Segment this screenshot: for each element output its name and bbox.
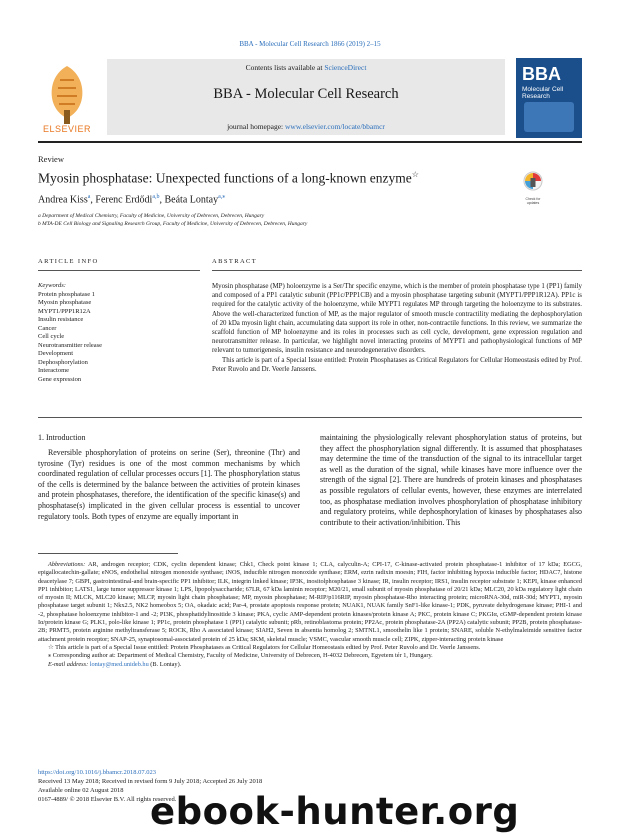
- doi-link[interactable]: https://doi.org/10.1016/j.bbamcr.2018.07.023: [38, 769, 156, 776]
- article-info-rule: [38, 270, 200, 271]
- journal-cover-image: [516, 58, 582, 138]
- article-info-heading: ARTICLE INFO: [38, 258, 99, 265]
- elsevier-logo: [38, 58, 96, 138]
- contents-prefix: Contents lists available at: [245, 63, 325, 72]
- keyword-item: Dephosphorylation: [38, 358, 88, 366]
- abstract-heading: ABSTRACT: [212, 258, 258, 265]
- email-footnote: [38, 661, 582, 669]
- cover-subtitle: Molecular Cell Research: [522, 86, 564, 100]
- homepage-link[interactable]: www.elsevier.com/locate/bbamcr: [285, 122, 385, 131]
- email-link[interactable]: lontay@med.unideb.hu: [89, 660, 149, 668]
- sciencedirect-link[interactable]: ScienceDirect: [324, 63, 367, 72]
- abbreviations-text: AR, androgen receptor; CDK, cyclin dependent kinase; Chk1, Check point kinase 1; CLA, calyculin-A; CPI-17, C-kinase-activated protein phosphatase-1 inhibitor of 17 kDa; EGCG, epigallocatechin-gallate; eNOS, endothelial nitrogen monoxide synthase; iNOS, inducible nitrogen monoxide synthase; ERM, ezrin radixin moesin; FIH, factor inhibiting hypoxia inducible factor; HDAC7, histone deacetylase 7; GBPI, gastrointestinal-and brain-specific PP1 inhibitor; ILK, integrin linked kinase; IP3K, inositolphosphatase 3 kinase; IR, insulin receptor; IRS1, insulin receptor substrate 1; KEPI, kinase enhanced PP1 inhibitor; LATS1, large tumor suppressor kinase 1; LPS, lipopolysaccharide; 67LR, 67 kDa laminin receptor; M20/21, small subunit of myosin phosphatase of 20/21 kDa; MLC20, 20 kDa regulatory light chain of myosin II; MLCK, MLC20 kinase; MLCP, myosin light chain phosphatase; MP, myosin phosphatase; M-RIP/p116RIP, myosin phosphatase-Rho interacting protein; microRNA-30d, miR-30d; MYPT1, myosin phosphatase target subunit 1; Nkx2.5, NK2 homeobox 5; OA, okadaic acid; Par-4, prostate apoptosis response protein; NUAK1, NUAK family SnF1-like kinase-1; PDK, pyruvate dehydrogenase kinase; PHI-1 and -2, phosphatase holoenzyme inhibitor-1 and -2; PI3K, phosphatidylinositide 3 kinase; PKA, cyclic AMP-dependent protein kinases/protein kinase A; PKC, protein kinase C; PKGIα, cGMP-dependent protein kinase Iα/protein kinase G; PLK1, polo-like kinase 1; PP1c, protein phosphatase 1 (PP1) catalytic subunit; pRb, retinoblastoma protein; PP2Ac, protein phosphatase-2A (PP2A) catalytic subunit; PP2B, protein phosphatase-2B; PRMT5, protein arginine methyltransferase 5; ROCK, Rho A associated kinase; SIAH2, Seven in absentia homolog 2; SMTNL1, smoothelin like 1 protein; SNARE, soluble N-ethylmaleimide sensitive factor attachment protein receptor; SNAP-25, synaptosomal-associated protein of 25 kDa; SKM, skeletal muscle; VSMC, vascular smooth muscle cell; ZIPK, zipper-interacting protein kinase: [38, 561, 582, 643]
- abstract-paragraph: This article is part of a Special Issue entitled: Protein Phosphatases as Critical Regulators for Cellular Homeostasis edited by Prof. Peter Ruvolo and Dr. Veerle Janssens.: [212, 356, 582, 373]
- keyword-item: MYPT1/PPP1R12A: [38, 307, 91, 315]
- author-name[interactable]: Ferenc Erdődi: [95, 194, 153, 206]
- cover-graphic: [524, 102, 574, 132]
- article-title: [38, 170, 419, 187]
- author-sep: ,: [90, 194, 96, 206]
- copyright: 0167-4889/ © 2018 Elsevier B.V. All rights reserved.: [38, 796, 177, 803]
- author-sup[interactable]: a,⁎: [218, 194, 226, 200]
- keyword-item: Cell cycle: [38, 333, 65, 340]
- keyword-item: Interactome: [38, 367, 70, 374]
- journal-homepage: [107, 122, 505, 131]
- abstract-body: [212, 282, 582, 374]
- title-footnote-mark[interactable]: ☆: [411, 170, 419, 179]
- keywords-label: Keywords:: [38, 282, 66, 289]
- abstract-paragraph: Myosin phosphatase (MP) holoenzyme is a Ser/Thr specific enzyme, which is the member of protein phosphatase type 1 (PP1) family and composed of a PP1 catalytic subunit (PP1c/PPP1CB) and a myosin phosphatase targeting subunit (MYPT1/PPP1R12A). PP1c is required for the catalytic activity of the holoenzyme, while MYPT1 regulates MP through targeting the holoenzyme to its substrates. Above the well-characterized function of MP, as the major regulator of smooth muscle contractility mediating the dephosphorylation of 20 kDa myosin light chain, accumulating data support its role in other, non-contractile functions. In this review, we summarize the scaffold function of MP holoenzyme and its roles in processes such as cell cycle, development, gene expression regulation and neurotransmitter release. In particular, we highlight novel interacting proteins of MYPT1 and pathophysiological functions of MP relevant to tumorigenesis, insulin resistance and neurodegenerative disorders.: [212, 283, 582, 355]
- keyword-item: Neurotransmitter release: [38, 341, 103, 349]
- special-issue-footnote: ☆ This article is part of a Special Issue entitled: Protein Phosphatases as Critical Regulators for Cellular Homeostasis edited by Prof. Peter Ruvolo and Dr. Veerle Janssens.: [48, 643, 481, 651]
- contents-line: [107, 63, 505, 72]
- keyword-item: Protein phosphatase 1: [38, 290, 96, 298]
- email-label: E-mail address:: [48, 660, 90, 668]
- keyword-item: Development: [38, 350, 74, 357]
- crossmark-label: Check for updates: [525, 197, 541, 205]
- author-sep: ,: [159, 194, 165, 206]
- affiliation-a: a Department of Medical Chemistry, Faculty of Medicine, University of Debrecen, Debrecen, Hungary: [38, 213, 265, 219]
- keyword-item: Cancer: [38, 324, 57, 332]
- abbreviations-footnote: [38, 561, 582, 644]
- email-suffix: (B. Lontay).: [148, 660, 182, 668]
- homepage-prefix: journal homepage:: [227, 122, 285, 131]
- journal-title: BBA - Molecular Cell Research: [213, 86, 399, 102]
- intro-left-column: Reversible phosphorylation of proteins on serine (Ser), threonine (Thr) and tyrosine (Tyr) residues is one of the most common mechanisms by which coordinated regulation of cellular processes occurs [1]. The phosphorylation status of the cells is determined by the balance between the activities of protein kinases and protein phosphatases, therefore, the identification of the specific kinase(s) and phosphatase(s) implicated in the given cellular process is essential to uncover regulatory tools. Both types of enzyme are equally important in: [38, 448, 300, 521]
- article-type: Review: [38, 154, 64, 164]
- journal-reference[interactable]: BBA - Molecular Cell Research 1866 (2019) 2–15: [239, 40, 381, 48]
- keyword-item: Insulin resistance: [38, 316, 84, 323]
- keyword-item: Myosin phosphatase: [38, 299, 92, 306]
- author-sup[interactable]: a,b: [152, 194, 160, 200]
- received-dates: Received 13 May 2018; Received in revised form 9 July 2018; Accepted 26 July 2018: [38, 778, 263, 785]
- header-rule: [38, 141, 582, 143]
- affiliation-b: b MTA-DE Cell Biology and Signaling Research Group, Faculty of Medicine, University of Debrecen, Debrecen, Hungary: [38, 221, 308, 227]
- abstract-bottom-rule: [38, 417, 582, 418]
- article-title-text: Myosin phosphatase: Unexpected functions of a long-known enzyme: [38, 170, 412, 186]
- intro-right-column: maintaining the physiologically relevant phosphorylation status of proteins, but they affect the phosphorylation signal differently. It is assumed that phosphatases may determine the time of the transduction of the signal to its intracellular target as well as the duration of the signal, while kinases have more influence over the strength of the signal [2]. There are hundreds of protein kinases and phosphatases as possible regulators of cellular events, however, these enzymes are interrelated too, as phosphatase mediation involves phosphorylation of phosphatase inhibitory and regulatory proteins, while dephosphorylation of kinases by phosphatases also contribute to their activation/inhibition. This: [320, 433, 582, 527]
- keyword-item: Gene expression: [38, 375, 82, 383]
- footnote-rule: [38, 553, 178, 554]
- corresponding-author-footnote: ⁎ Corresponding author at: Department of Medical Chemistry, Faculty of Medicine, University of Debrecen, H-4032 Debrecen, Egyetem tér 1, Hungary.: [48, 652, 433, 660]
- section-heading-introduction: 1. Introduction: [38, 433, 86, 442]
- footnotes: [38, 561, 582, 669]
- author-name[interactable]: Andrea Kiss: [38, 194, 88, 206]
- watermark: ebook-hunter.org: [150, 790, 520, 833]
- abstract-rule: [212, 270, 582, 271]
- cover-title: BBA: [522, 64, 561, 84]
- crossmark-badge[interactable]: [520, 170, 546, 205]
- author-sup[interactable]: a: [87, 194, 91, 200]
- abbreviations-label: Abbreviations:: [48, 561, 86, 568]
- author-list: [38, 193, 225, 205]
- elsevier-wordmark: ELSEVIER: [42, 124, 92, 134]
- keywords-list: [38, 282, 102, 384]
- online-date: Available online 02 August 2018: [38, 787, 124, 794]
- author-name[interactable]: Beáta Lontay: [164, 194, 219, 206]
